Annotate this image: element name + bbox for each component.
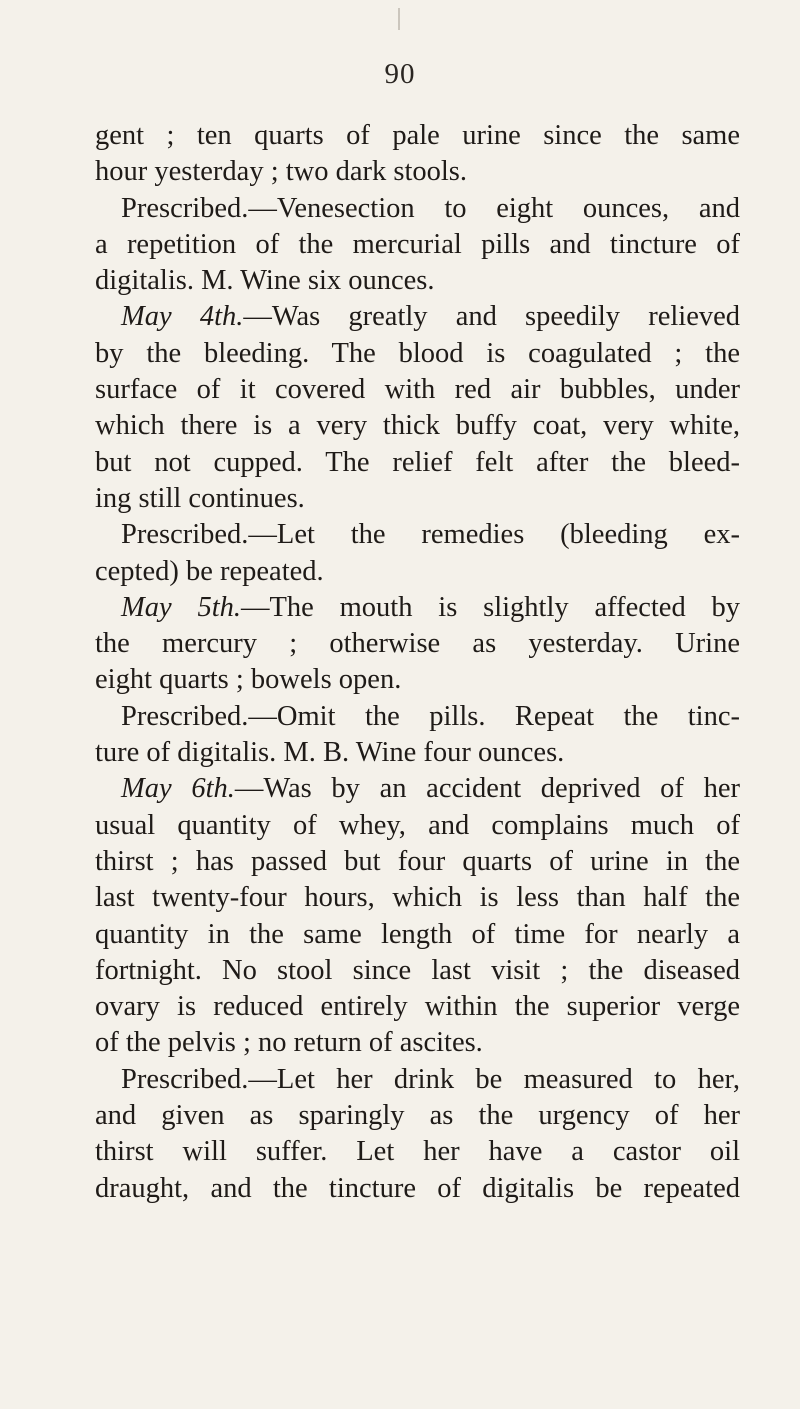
text-line (95, 336, 740, 372)
line-text: fortnight. No stool since last visit ; the diseased (95, 954, 740, 986)
text-line (95, 191, 740, 227)
line-text: gent ; ten quarts of pale urine since the same (95, 120, 740, 151)
text-line (95, 590, 740, 626)
text-line (95, 408, 740, 444)
text-line (95, 445, 740, 481)
line-text: by the bleeding. The blood is coagulated ; the (95, 337, 740, 369)
text-line (95, 1171, 740, 1207)
text-line (95, 808, 740, 844)
page-number: 90 (384, 58, 416, 90)
line-text: usual quantity of whey, and complains much of (95, 809, 740, 841)
line-text: of the pelvis ; no return of ascites. (95, 1027, 483, 1059)
line-text: ing still continues. (95, 482, 305, 514)
line-text: digitalis. M. Wine six ounces. (95, 265, 435, 297)
entry-date: May 6th. (121, 773, 235, 805)
line-text: Prescribed.—Let the remedies (bleeding ex- (121, 519, 740, 551)
text-line (95, 517, 740, 553)
text-line (95, 554, 740, 590)
line-text: ovary is reduced entirely within the superior verge (95, 991, 740, 1023)
text-line (95, 989, 740, 1025)
text-line (95, 1134, 740, 1170)
line-text: last twenty-four hours, which is less than half the (95, 882, 740, 914)
line-text: the mercury ; otherwise as yesterday. Urine (95, 628, 740, 660)
text-line (95, 1098, 740, 1134)
text-line (95, 953, 740, 989)
entry-date: May 4th. (121, 301, 244, 333)
line-text: eight quarts ; bowels open. (95, 664, 402, 696)
line-text: cepted) be repeated. (95, 555, 324, 587)
text-line (95, 771, 740, 807)
text-line (95, 1062, 740, 1098)
text-line (95, 844, 740, 880)
scan-artifact (398, 8, 400, 30)
entry-date: May 5th. (121, 591, 242, 623)
text-line (95, 662, 740, 698)
text-line (95, 917, 740, 953)
line-text: draught, and the tincture of digitalis be repeated (95, 1172, 740, 1204)
line-text: but not cupped. The relief felt after the bleed- (95, 446, 740, 478)
text-line (95, 372, 740, 408)
text-line (95, 735, 740, 771)
text-line (95, 299, 740, 335)
line-text: surface of it covered with red air bubbles, under (95, 374, 740, 406)
text-line (95, 699, 740, 735)
line-text: which there is a very thick buffy coat, very white, (95, 410, 740, 442)
line-text: —Was greatly and speedily relieved (243, 301, 740, 333)
line-text: ture of digitalis. M. B. Wine four ounces. (95, 737, 565, 769)
body-text (95, 118, 740, 1207)
text-line (95, 880, 740, 916)
line-text: —The mouth is slightly affected by (241, 591, 741, 623)
text-line (95, 481, 740, 517)
line-text: thirst will suffer. Let her have a castor oil (95, 1136, 740, 1168)
line-text: thirst ; has passed but four quarts of urine in the (95, 845, 740, 877)
text-line (95, 1025, 740, 1061)
text-line (95, 263, 740, 299)
line-text: a repetition of the mercurial pills and tincture of (95, 228, 740, 260)
line-text: hour yesterday ; two dark stools. (95, 156, 468, 188)
line-text: Prescribed.—Omit the pills. Repeat the tinc- (121, 700, 740, 732)
text-line (95, 118, 740, 154)
line-text: Prescribed.—Venesection to eight ounces, and (121, 192, 740, 224)
text-line (95, 154, 740, 190)
line-text: —Was by an accident deprived of her (234, 773, 740, 805)
line-text: and given as sparingly as the urgency of her (95, 1100, 740, 1132)
text-line (95, 227, 740, 263)
line-text: quantity in the same length of time for nearly a (95, 918, 740, 950)
text-line (95, 626, 740, 662)
line-text: Prescribed.—Let her drink be measured to her, (121, 1063, 740, 1095)
